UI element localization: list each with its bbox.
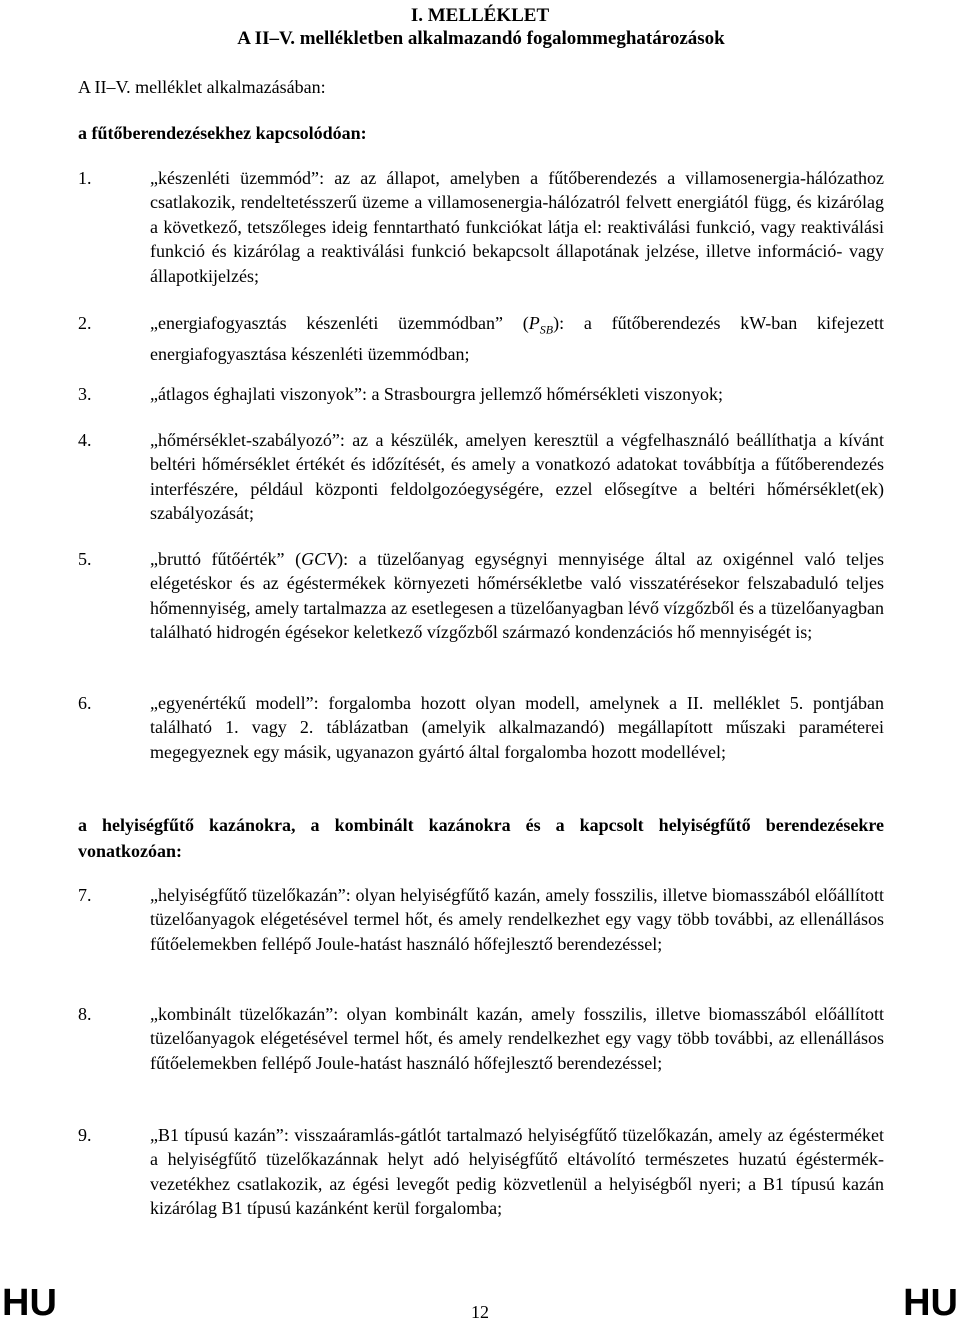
symbol-open: (	[284, 549, 302, 569]
section-heading-heaters: a fűtőberendezésekhez kapcsolódóan:	[78, 123, 367, 143]
definition-item-2	[78, 311, 884, 366]
definition-item-5	[78, 547, 884, 645]
definition-item-6	[78, 691, 884, 764]
definition-item-1	[78, 166, 884, 288]
symbol-subscript: SB	[539, 322, 554, 337]
definition-body	[150, 547, 884, 645]
definition-text: : olyan helyiségfűtő kazán, amely fosszilis, illetve biomasszából előállított tüzelőanyagok elégetésével termel hőt, és amely rendelkezhet egy vagy több további, az ellenállásos fűtőelemekben fellépő Joule-hatást használó hőfejlesztő berendezéssel;	[150, 885, 884, 954]
definition-text: : az az állapot, amelyben a fűtőberendezés a villamosenergia-hálózathoz csatlakozik, rendeltetésszerű üzeme a villamosenergia-hálózatról felvett energiától függ, és kizárólag a következő, tetszőleges ideig fenntartható funkciókat látja el: reaktiválási funkció, vagy reaktiválási funkció és kizárólag a reaktiválási funkció bekapcsolt állapotának jelzése, illetve információ- vagy állapotkijelzés;	[150, 168, 884, 286]
definition-term: „bruttó fűtőérték”	[150, 549, 285, 569]
definition-text: : forgalomba hozott olyan modell, amelynek a II. melléklet 5. pontjában található 1. vagy 2. táblázatban (amelyik alkalmazandó) megállapított műszaki paraméterei megegyeznek egy másik, ugyanazon gyártó által forgalomba hozott modellével;	[150, 693, 884, 762]
annex-subtitle: A II–V. mellékletben alkalmazandó fogalommeghatározások	[237, 28, 725, 49]
definition-term: „egyenértékű modell”	[150, 693, 314, 713]
definition-number: 8.	[78, 1004, 92, 1024]
definition-number: 2.	[78, 313, 92, 333]
definition-body	[150, 1123, 884, 1221]
symbol-close: )	[553, 313, 560, 333]
symbol-close: )	[337, 549, 344, 569]
definition-term: „átlagos éghajlati viszonyok”	[150, 384, 362, 404]
definition-text: : a fűtőberendezés kW-ban kifejezett energiafogyasztása készenléti üzemmódban;	[150, 313, 884, 364]
definition-item-4	[78, 428, 884, 526]
scope-sentence: A II–V. melléklet alkalmazásában:	[78, 77, 326, 97]
section-heading-boilers: a helyiségfűtő kazánokra, a kombinált kazánokra és a kapcsolt helyiségfűtő berendezésekre vonatkozóan:	[78, 815, 884, 861]
definition-body	[150, 166, 884, 288]
definition-text: : visszaáramlás-gátlót tartalmazó helyiségfűtő tüzelőkazán, amely az égésterméket a helyiségfűtő tüzelőkazánnak helyt adó helyiségfűtő eltávolító természetes huzatú égéstermék-vezetékhez csatlakozik, az égési levegőt pedig közvetlenül a helyiségből nyeri; a B1 típusú kazán kizárólag B1 típusú kazánként kerül forgalomba;	[150, 1125, 884, 1219]
definition-term: „hőmérséklet-szabályozó”	[150, 430, 340, 450]
definition-item-3	[78, 382, 884, 406]
definition-text: : olyan kombinált kazán, amely fosszilis, illetve biomasszából előállított tüzelőanyagok elégetésével termel hőt, és amely rendelkezhet egy vagy több további, az ellenállásos fűtőelemekben fellépő Joule-hatást használó hőfejlesztő berendezéssel;	[150, 1004, 884, 1073]
annex-title: I. MELLÉKLET	[410, 5, 550, 26]
definition-body	[150, 382, 884, 406]
footer-language-code-left: HU	[2, 1282, 57, 1324]
page-number: 12	[471, 1302, 489, 1322]
definition-text: : az a készülék, amelyen keresztül a végfelhasználó beállíthatja a kívánt beltéri hőmérséklet értékét és időzítését, és amely a vonatkozó adatokat továbbítja a fűtőberendezés interfészére, például központi feldolgozóegységére, ezzel elősegítve a beltéri hőmérséklet(ek) szabályozását;	[150, 430, 884, 524]
definition-term: „B1 típusú kazán”	[150, 1125, 284, 1145]
symbol-open: (	[503, 313, 529, 333]
definition-term: „helyiségfűtő tüzelőkazán”	[150, 885, 346, 905]
definition-term: „kombinált tüzelőkazán”	[150, 1004, 334, 1024]
definition-number: 3.	[78, 384, 92, 404]
definition-body	[150, 883, 884, 956]
definition-item-8	[78, 1002, 884, 1075]
definition-number: 5.	[78, 549, 92, 569]
definition-number: 9.	[78, 1125, 92, 1145]
definition-number: 7.	[78, 885, 92, 905]
definition-body	[150, 428, 884, 526]
definition-number: 6.	[78, 693, 92, 713]
definition-body	[150, 311, 884, 366]
definition-item-7	[78, 883, 884, 956]
definition-term: „készenléti üzemmód”	[150, 168, 320, 188]
symbol-main: P	[528, 313, 540, 333]
footer-language-code-right: HU	[903, 1282, 958, 1324]
definition-body	[150, 1002, 884, 1075]
symbol-main: GCV	[301, 549, 338, 569]
definition-text: : a tüzelőanyag egységnyi mennyisége által az oxigénnel való teljes elégetéskor és az égéstermékek környezeti hőmérsékletbe való visszatérésekor felszabaduló teljes hőmennyiség, amely tartalmazza az esetlegesen a tüzelőanyagban lévő vízgőzből és a tüzelőanyagban található hidrogén égésekor keletkező vízgőzből származó kondenzációs hő mennyiségét is;	[150, 549, 884, 643]
definition-body	[150, 691, 884, 764]
definition-number: 1.	[78, 168, 92, 188]
definition-text: : a Strasbourgra jellemző hőmérsékleti viszonyok;	[361, 384, 724, 404]
definition-term: „energiafogyasztás készenléti üzemmódban”	[150, 313, 504, 333]
definition-item-9	[78, 1123, 884, 1221]
definition-number: 4.	[78, 430, 92, 450]
